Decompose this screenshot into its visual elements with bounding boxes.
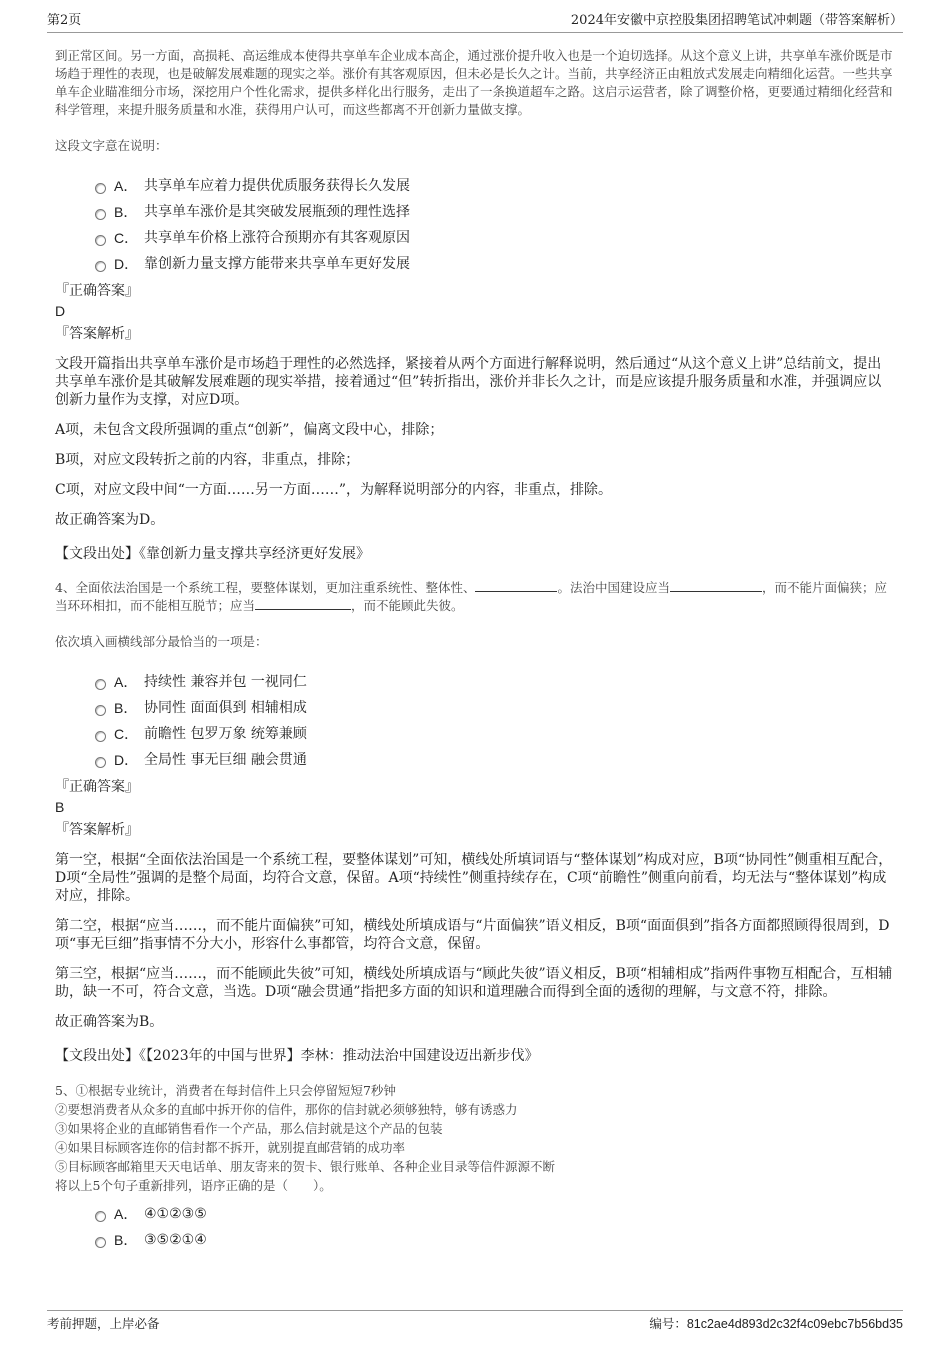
q3-passage: 到正常区间。另一方面，高损耗、高运维成本使得共享单车企业成本高企，通过涨价提升收入也是一个迫切选择。从这个意义上讲，共享单车涨价既是市场趋于理性的表现，也是破解发展难题的现实之举。涨价有其客观原因，但未必是长久之计。当前，共享经济正由粗放式发展走向精细化运营。一些共享单车企业瞄准细分市场，深挖用户个性化需求，提供多样化出行服务，走出了一条换道超车之路。这启示运营者，除了调整价格，更要通过精细化经营和科学管理，来提升服务质量和水准，获得用户认可，而这些都离不开创新力量做支撑。 bbox=[55, 48, 893, 117]
q5-option-b[interactable] bbox=[95, 1227, 895, 1253]
option-letter: A． bbox=[114, 674, 138, 690]
fill-blank bbox=[255, 597, 351, 610]
q5-question bbox=[55, 1081, 895, 1195]
q3-analysis-paragraph: C项，对应文段中间“一方面……另一方面……”，为解释说明部分的内容，非重点，排除。 bbox=[55, 482, 613, 498]
q3-answer: D bbox=[55, 303, 66, 319]
fill-blank bbox=[475, 579, 557, 592]
q4-text-part: ，而不能顾此失彼。 bbox=[351, 598, 464, 613]
q4-option-b[interactable] bbox=[95, 695, 895, 721]
option-text: 共享单车应着力提供优质服务获得长久发展 bbox=[144, 178, 410, 194]
q4-analysis-paragraph: 第二空，根据“应当……，而不能片面偏狭”可知，横线处所填成语与“片面偏狭”语义相反，B项“面面俱到”指各方面都照顾得很周到，D项“事无巨细”指事情不分大小，形容什么事都管，均符合文意，保留。 bbox=[55, 918, 890, 952]
radio-icon[interactable] bbox=[95, 183, 106, 194]
q4-option-a[interactable] bbox=[95, 669, 895, 695]
document-title: 2024年安徽中京控股集团招聘笔试冲刺题（带答案解析） bbox=[570, 13, 903, 28]
q4-text-part: 4、全面依法治国是一个系统工程，要整体谋划，更加注重系统性、整体性、 bbox=[55, 580, 476, 595]
q4-text-part: ，而不能片面偏狭；应当环环相扣，而不能相互脱节；应当 bbox=[55, 580, 887, 613]
document-content bbox=[55, 47, 895, 1253]
q5-line: ⑤目标顾客邮箱里天天电话单、朋友寄来的贺卡、银行账单、各种企业目录等信件源源不断 bbox=[55, 1159, 556, 1174]
footer-slogan: 考前押题，上岸必备 bbox=[47, 1316, 160, 1331]
q3-options bbox=[95, 173, 895, 277]
q4-option-c[interactable] bbox=[95, 721, 895, 747]
radio-icon[interactable] bbox=[95, 235, 106, 246]
q4-option-d[interactable] bbox=[95, 747, 895, 773]
q3-answer-label: 『正确答案』 bbox=[55, 283, 139, 299]
page-footer bbox=[47, 1310, 903, 1335]
q4-analysis-label: 『答案解析』 bbox=[55, 822, 139, 838]
q4-answer: B bbox=[55, 799, 65, 815]
fill-blank bbox=[670, 579, 762, 592]
q4-analysis-paragraph: 第三空，根据“应当……，而不能顾此失彼”可知，横线处所填成语与“顾此失彼”语义相反，B项“相辅相成”指两件事物互相配合，互相辅助，缺一不可，符合文意，当选。D项“融会贯通”指把多方面的知识和道理融合而得到全面的透彻的理解，与文意不符，排除。 bbox=[55, 966, 893, 1000]
option-letter: B． bbox=[114, 1232, 138, 1248]
q3-analysis-label: 『答案解析』 bbox=[55, 326, 139, 342]
q5-options bbox=[95, 1201, 895, 1253]
option-letter: D． bbox=[114, 256, 139, 272]
q4-source: 【文段出处】《【2023年的中国与世界】李林：推动法治中国建设迈出新步伐》 bbox=[55, 1048, 539, 1064]
option-letter: C． bbox=[114, 726, 139, 742]
q4-options bbox=[95, 669, 895, 773]
q3-analysis-paragraph: 文段开篇指出共享单车涨价是市场趋于理性的必然选择，紧接着从两个方面进行解释说明，然后通过“从这个意义上讲”总结前文，提出共享单车涨价是其破解发展难题的现实举措，接着通过“但”转折指出，涨价并非长久之计，而是应该提升服务质量和水准，并强调应以创新力量作为支撑，对应D项。 bbox=[55, 356, 882, 408]
q5-option-a[interactable] bbox=[95, 1201, 895, 1227]
q4-question bbox=[55, 579, 895, 615]
q3-option-c[interactable] bbox=[95, 225, 895, 251]
radio-icon[interactable] bbox=[95, 705, 106, 716]
q3-option-a[interactable] bbox=[95, 173, 895, 199]
option-letter: B． bbox=[114, 700, 138, 716]
q4-analysis-paragraph: 故正确答案为B。 bbox=[55, 1014, 164, 1030]
q3-analysis-paragraph: A项，未包含文段所强调的重点“创新”，偏离文段中心，排除； bbox=[55, 422, 444, 438]
q4-text-part: 。法治中国建设应当 bbox=[557, 580, 670, 595]
option-text: 共享单车价格上涨符合预期亦有其客观原因 bbox=[144, 230, 410, 246]
option-text: 靠创新力量支撑方能带来共享单车更好发展 bbox=[144, 256, 410, 272]
q5-line: ②要想消费者从众多的直邮中拆开你的信件，那你的信封就必须够独特，够有诱惑力 bbox=[55, 1102, 518, 1117]
document-id: 编号：81c2ae4d893d2c32f4c09ebc7b56bd35 bbox=[649, 1317, 903, 1331]
option-text: 持续性 兼容并包 一视同仁 bbox=[144, 674, 307, 690]
q5-line: 将以上5个句子重新排列，语序正确的是（ ）。 bbox=[55, 1178, 332, 1193]
page-header bbox=[47, 10, 903, 33]
q4-prompt: 依次填入画横线部分最恰当的一项是： bbox=[55, 634, 268, 649]
q3-option-b[interactable] bbox=[95, 199, 895, 225]
option-text: 共享单车涨价是其突破发展瓶颈的理性选择 bbox=[144, 204, 410, 220]
option-letter: B． bbox=[114, 204, 138, 220]
radio-icon[interactable] bbox=[95, 679, 106, 690]
q5-line: ④如果目标顾客连你的信封都不拆开，就别提直邮营销的成功率 bbox=[55, 1140, 406, 1155]
option-text: 协同性 面面俱到 相辅相成 bbox=[144, 700, 307, 716]
radio-icon[interactable] bbox=[95, 757, 106, 768]
radio-icon[interactable] bbox=[95, 209, 106, 220]
radio-icon[interactable] bbox=[95, 261, 106, 272]
option-letter: A． bbox=[114, 178, 138, 194]
q5-line: ③如果将企业的直邮销售看作一个产品，那么信封就是这个产品的包装 bbox=[55, 1121, 443, 1136]
option-letter: D． bbox=[114, 752, 139, 768]
option-text: ④①②③⑤ bbox=[144, 1206, 207, 1222]
q3-analysis-paragraph: B项，对应文段转折之前的内容，非重点，排除； bbox=[55, 452, 360, 468]
page-number: 第2页 bbox=[47, 13, 82, 28]
radio-icon[interactable] bbox=[95, 1211, 106, 1222]
option-text: 前瞻性 包罗万象 统筹兼顾 bbox=[144, 726, 307, 742]
q4-analysis-paragraph: 第一空，根据“全面依法治国是一个系统工程，要整体谋划”可知，横线处所填词语与“整体谋划”构成对应，B项“协同性”侧重相互配合，D项“全局性”强调的是整个局面，均符合文意，保留。A项“持续性”侧重持续存在，C项“前瞻性”侧重向前看，均无法与“整体谋划”构成对应，排除。 bbox=[55, 852, 893, 904]
q3-source: 【文段出处】《靠创新力量支撑共享经济更好发展》 bbox=[55, 546, 370, 562]
radio-icon[interactable] bbox=[95, 1237, 106, 1248]
option-letter: C． bbox=[114, 230, 139, 246]
option-text: 全局性 事无巨细 融会贯通 bbox=[144, 752, 307, 768]
option-text: ③⑤②①④ bbox=[144, 1232, 207, 1248]
option-letter: A． bbox=[114, 1206, 138, 1222]
q3-option-d[interactable] bbox=[95, 251, 895, 277]
q5-line: 5、①根据专业统计，消费者在每封信件上只会停留短短7秒钟 bbox=[55, 1083, 396, 1098]
q3-analysis-paragraph: 故正确答案为D。 bbox=[55, 512, 165, 528]
q4-answer-label: 『正确答案』 bbox=[55, 779, 139, 795]
radio-icon[interactable] bbox=[95, 731, 106, 742]
q3-prompt: 这段文字意在说明： bbox=[55, 138, 168, 153]
